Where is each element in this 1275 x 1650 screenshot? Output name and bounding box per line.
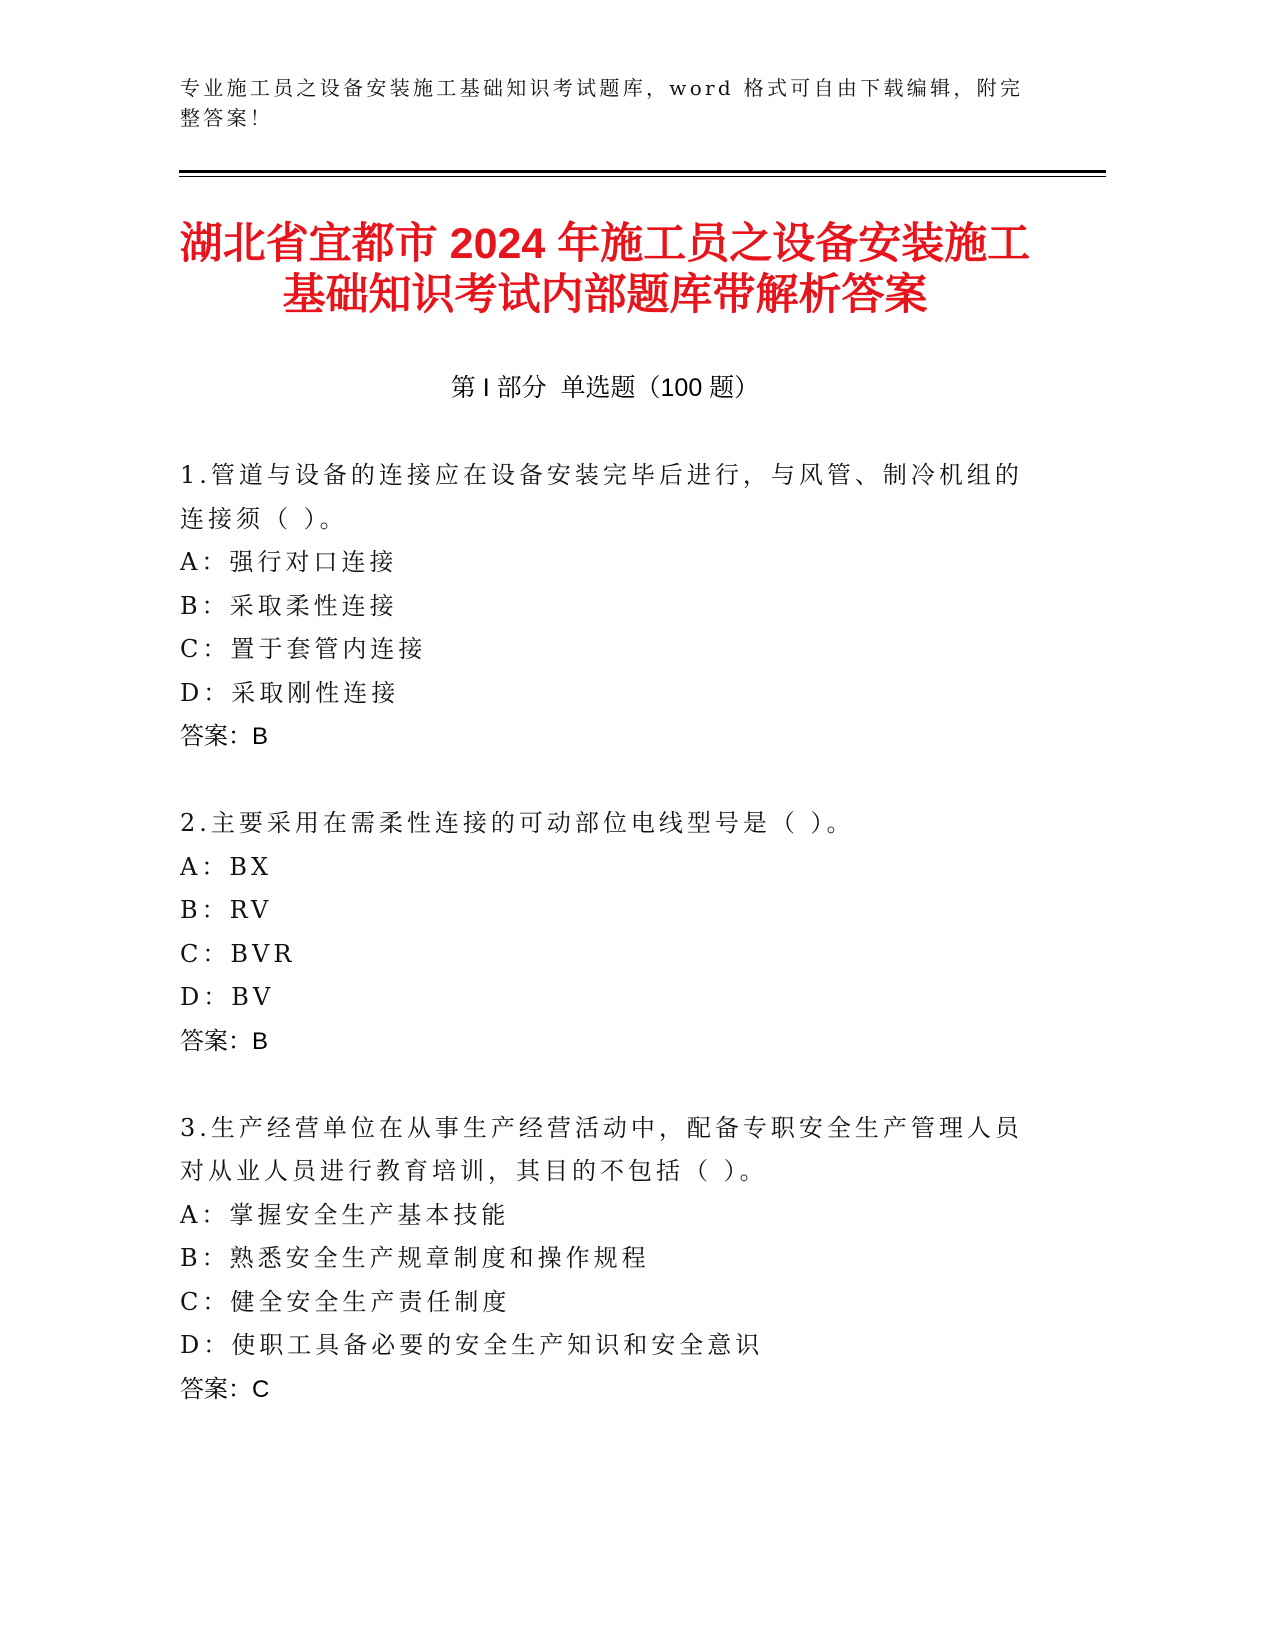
option-b: B：熟悉安全生产规章制度和操作规程 — [180, 1244, 650, 1272]
option-c: C：置于套管内连接 — [180, 635, 427, 663]
option-c: C：健全安全生产责任制度 — [180, 1287, 511, 1316]
answer-label: 答案： — [180, 723, 252, 750]
option-c: C：BVR — [180, 939, 296, 968]
document-header — [180, 73, 1080, 133]
option-d: D：BV — [180, 983, 275, 1011]
option-b: B：采取柔性连接 — [180, 591, 398, 620]
question-stem-line: 2.主要采用在需柔性连接的可动部位电线型号是（ ）。 — [180, 809, 855, 837]
section-heading: 第 I 部分 单选题（100 题） — [450, 374, 760, 402]
header-line: 专业施工员之设备安装施工基础知识考试题库，word 格式可自由下载编辑，附完 — [180, 76, 1024, 100]
answer-line — [180, 1368, 1100, 1412]
answer-value: B — [252, 1027, 269, 1055]
title-line: 湖北省宜都市 2024 年施工员之设备安装施工 — [179, 220, 1031, 268]
answer-value: C — [252, 1375, 270, 1403]
answer-label: 答案： — [180, 1027, 252, 1055]
question-stem-line: 对从业人员进行教育培训，其目的不包括（ ）。 — [180, 1157, 768, 1185]
option-a: A：BX — [180, 852, 273, 881]
option-b: B：RV — [180, 896, 273, 924]
question-list — [180, 454, 1100, 1455]
question-2 — [180, 802, 1100, 1063]
answer-label: 答案： — [180, 1375, 252, 1403]
header-divider-thick — [179, 170, 1106, 173]
question-3 — [180, 1107, 1100, 1412]
question-1 — [180, 454, 1100, 759]
title-line: 基础知识考试内部题库带解析答案 — [282, 271, 928, 319]
option-d: D：采取刚性连接 — [180, 678, 400, 707]
document-title — [170, 219, 1040, 321]
option-d: D：使职工具备必要的安全生产知识和安全意识 — [180, 1331, 764, 1359]
answer-line — [180, 715, 1100, 759]
question-stem-line: 1.管道与设备的连接应在设备安装完毕后进行，与风管、制冷机组的 — [180, 461, 1023, 489]
option-a: A：强行对口连接 — [180, 548, 398, 576]
answer-value: B — [252, 723, 269, 750]
header-line: 整答案！ — [180, 106, 274, 130]
header-divider-thin — [179, 176, 1106, 177]
option-a: A：掌握安全生产基本技能 — [180, 1200, 510, 1229]
question-stem-line: 连接须（ ）。 — [180, 504, 348, 533]
answer-line — [180, 1020, 1100, 1064]
question-stem-line: 3.生产经营单位在从事生产经营活动中，配备专职安全生产管理人员 — [180, 1113, 1023, 1142]
